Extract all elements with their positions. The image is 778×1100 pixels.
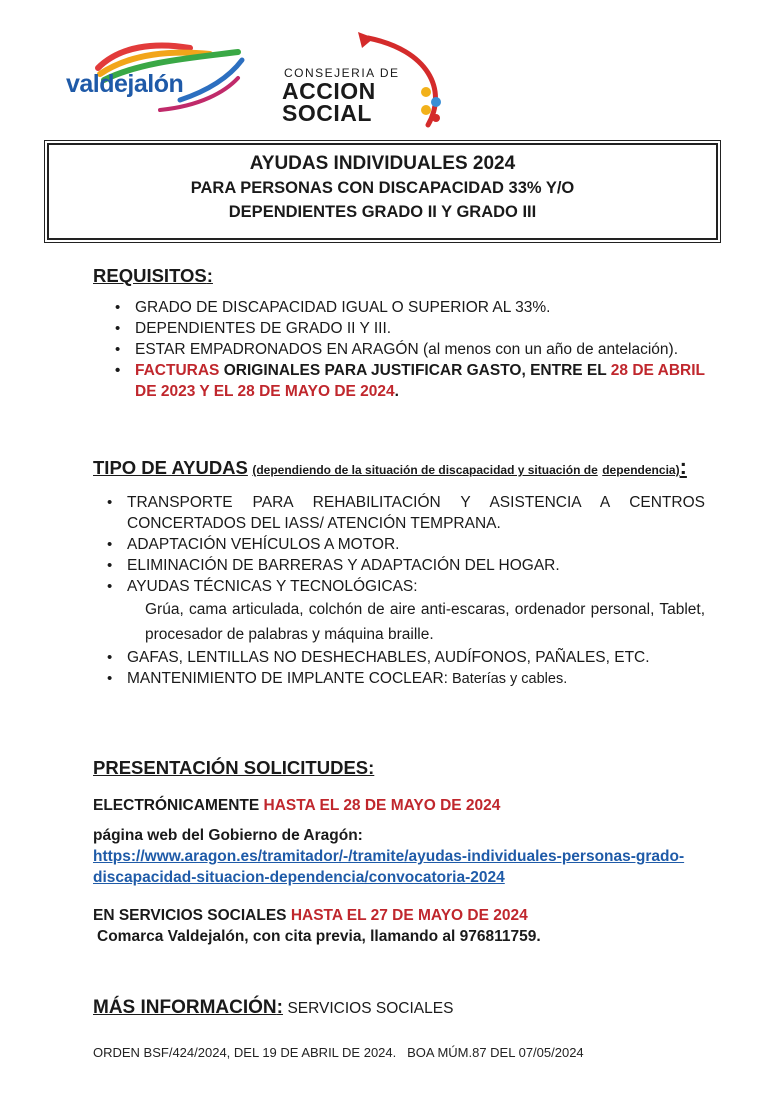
list-item: • ADAPTACIÓN VEHÍCULOS A MOTOR. (105, 534, 705, 555)
electronica-label: ELECTRÓNICAMENTE (93, 797, 260, 814)
implante-rest: Baterías y cables. (447, 671, 568, 687)
implante-item (105, 668, 705, 690)
servicios-deadline: HASTA EL 27 DE MAYO DE 2024 (290, 907, 528, 924)
list-item: • GRADO DE DISCAPACIDAD IGUAL O SUPERIOR AL 33%. (113, 297, 705, 318)
requisitos-list (93, 297, 705, 402)
tipo-colon: : (679, 454, 687, 479)
title-line-1: AYUDAS INDIVIDUALES 2024 (249, 153, 516, 174)
ayudas-tecnicas-item (105, 576, 705, 647)
list-item: • ELIMINACIÓN DE BARRERAS Y ADAPTACIÓN DEL HOGAR. (105, 555, 705, 576)
tipo-note-2: dependencia) (602, 463, 680, 477)
valdejalon-logo (60, 40, 250, 120)
electronica-deadline: HASTA EL 28 DE MAYO DE 2024 (263, 797, 501, 814)
tipo-ayudas-section (93, 455, 705, 690)
facturas-dates: 28 DE ABRIL DE 2023 Y EL 28 DE MAYO DE 2024 (135, 362, 705, 400)
tipo-note: (dependiendo de la situación de discapacidad y situación de (252, 463, 598, 477)
requisitos-heading: REQUISITOS (93, 265, 207, 286)
accion-social-line1: ACCION (282, 78, 376, 104)
info-value: SERVICIOS SOCIALES (287, 1000, 454, 1017)
url-wrap (93, 846, 693, 888)
footer-reference (93, 1045, 584, 1060)
facturas-red-word: FACTURAS (135, 362, 220, 379)
ayudas-tecnicas-label: AYUDAS TÉCNICAS Y TECNOLÓGICAS: (127, 578, 418, 595)
accion-social-line2: SOCIAL (282, 100, 372, 126)
title-box (47, 143, 718, 240)
facturas-item (113, 360, 705, 402)
title-line-2: PARA PERSONAS CON DISCAPACIDAD 33% Y/O (190, 179, 575, 197)
facturas-mid: ORIGINALES PARA JUSTIFICAR GASTO, ENTRE EL (223, 362, 607, 379)
mas-informacion-section (93, 997, 705, 1019)
comarca-line: Comarca Valdejalón, con cita previa, llamando al 976811759. (97, 928, 541, 945)
logos-header (60, 30, 480, 140)
electronica-line (93, 795, 705, 816)
tipo-list (93, 492, 705, 690)
accion-social-logo (278, 30, 478, 140)
servicios-line (93, 905, 705, 926)
list-item: • GAFAS, LENTILLAS NO DESHECHABLES, AUDÍFONOS, PAÑALES, ETC. (105, 647, 705, 668)
requisitos-colon: : (206, 265, 213, 286)
ayudas-tecnicas-detail: Grúa, cama articulada, colchón de aire anti-escaras, ordenador personal, Tablet, procesador de palabras y máquina braille. (145, 601, 705, 643)
info-colon: : (276, 997, 283, 1018)
facturas-end: . (394, 383, 399, 400)
accion-social-subtitle: CONSEJERIA DE (284, 66, 400, 80)
footer-boa: BOA MÚM.87 DEL 07/05/2024 (407, 1045, 584, 1060)
presentacion-section (93, 757, 705, 947)
valdejalon-wordmark: valdejalón (66, 70, 184, 98)
tipo-heading: TIPO DE AYUDAS (93, 457, 248, 478)
footer-orden: ORDEN BSF/424/2024, DEL 19 DE ABRIL DE 2024. (93, 1045, 397, 1060)
web-label: página web del Gobierno de Aragón: (93, 827, 363, 844)
implante-label: MANTENIMIENTO DE IMPLANTE COCLEAR: (127, 670, 448, 687)
presentacion-heading: PRESENTACIÓN SOLICITUDES: (93, 757, 375, 778)
title-line-3: DEPENDIENTES GRADO II Y GRADO III (228, 203, 537, 221)
requisitos-section (93, 265, 705, 402)
list-item: • DEPENDIENTES DE GRADO II Y III. (113, 318, 705, 339)
convocatoria-link[interactable]: https://www.aragon.es/tramitador/-/tramite/ayudas-individuales-personas-grado-discapacidad-situacion-dependencia/convocatoria-2024 (93, 848, 685, 886)
list-item: • ESTAR EMPADRONADOS EN ARAGÓN (al menos con un año de antelación). (113, 339, 705, 360)
info-heading: MÁS INFORMACIÓN (93, 997, 277, 1018)
list-item: • TRANSPORTE PARA REHABILITACIÓN Y ASISTENCIA A CENTROS CONCERTADOS DEL IASS/ ATENCIÓN TEMPRANA. (105, 492, 705, 534)
servicios-label: EN SERVICIOS SOCIALES (93, 907, 287, 924)
